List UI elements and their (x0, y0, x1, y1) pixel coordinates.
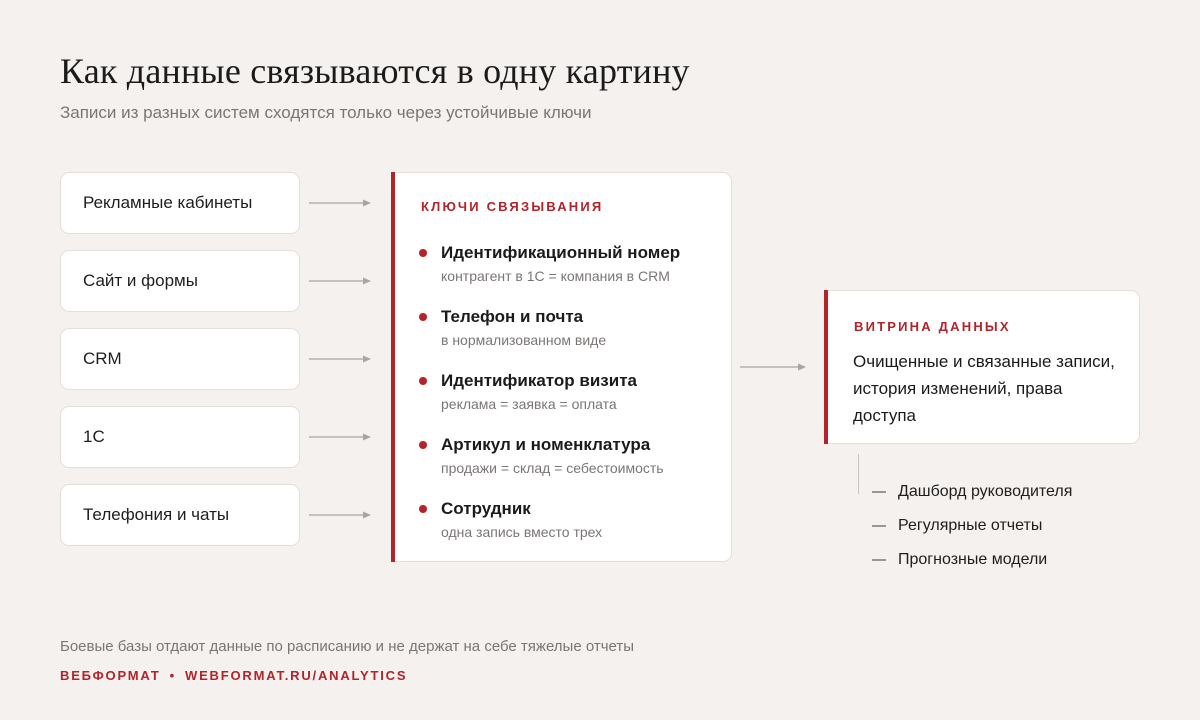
key-subtitle: одна запись вместо трех (441, 524, 603, 540)
linking-keys-panel (391, 172, 732, 562)
brand-name: ВЕБФОРМАТ (60, 668, 161, 683)
bullet-dot-icon (419, 313, 427, 321)
footer-brand (60, 668, 407, 683)
bullet-dot-icon (419, 505, 427, 513)
dash-icon (872, 491, 886, 493)
source-card-site-forms (60, 250, 300, 312)
output-label: Прогнозные модели (898, 551, 1048, 568)
connector-line (858, 454, 859, 494)
arrow-right-icon (309, 510, 371, 520)
key-title: Сотрудник (441, 499, 531, 518)
linking-keys-heading: КЛЮЧИ СВЯЗЫВАНИЯ (421, 199, 604, 214)
source-card-ad-accounts (60, 172, 300, 234)
arrow-right-icon (309, 354, 371, 364)
source-label: Рекламные кабинеты (83, 193, 253, 212)
bullet-dot-icon (419, 441, 427, 449)
output-label: Дашборд руководителя (898, 483, 1073, 500)
key-subtitle: контрагент в 1С = компания в CRM (441, 268, 670, 284)
key-title: Идентификационный номер (441, 243, 681, 262)
source-label: 1С (83, 427, 105, 446)
brand-separator: • (169, 668, 177, 683)
dash-icon (872, 525, 886, 527)
dash-icon (872, 559, 886, 561)
page-title: Как данные связываются в одну картину (60, 51, 690, 91)
data-mart-description: Очищенные и связанные записи, история изменений, права доступа (853, 352, 1115, 425)
bullet-dot-icon (419, 377, 427, 385)
key-title: Артикул и номенклатура (441, 435, 651, 454)
source-card-1c (60, 406, 300, 468)
data-mart-panel (824, 290, 1140, 444)
source-label: Сайт и формы (83, 271, 198, 290)
arrow-right-icon (740, 362, 806, 372)
output-label: Регулярные отчеты (898, 517, 1043, 534)
data-mart-heading: ВИТРИНА ДАННЫХ (854, 319, 1011, 334)
brand-url: WEBFORMAT.RU/ANALYTICS (185, 668, 408, 683)
key-title: Телефон и почта (441, 307, 584, 326)
key-title: Идентификатор визита (441, 371, 637, 390)
source-card-telephony-chats (60, 484, 300, 546)
arrow-right-icon (309, 198, 371, 208)
output-item (872, 517, 1042, 535)
source-label: Телефония и чаты (83, 505, 230, 524)
output-item (872, 551, 1047, 569)
footer-note: Боевые базы отдают данные по расписанию и не держат на себе тяжелые отчеты (60, 638, 635, 655)
bullet-dot-icon (419, 249, 427, 257)
key-subtitle: в нормализованном виде (441, 332, 607, 348)
source-label: CRM (83, 349, 122, 368)
arrow-right-icon (309, 432, 371, 442)
source-card-crm (60, 328, 300, 390)
output-item (872, 483, 1072, 501)
key-subtitle: реклама = заявка = оплата (441, 396, 617, 412)
key-subtitle: продажи = склад = себестоимость (441, 460, 664, 476)
page-subtitle: Записи из разных систем сходятся только через устойчивые ключи (60, 103, 592, 122)
arrow-right-icon (309, 276, 371, 286)
